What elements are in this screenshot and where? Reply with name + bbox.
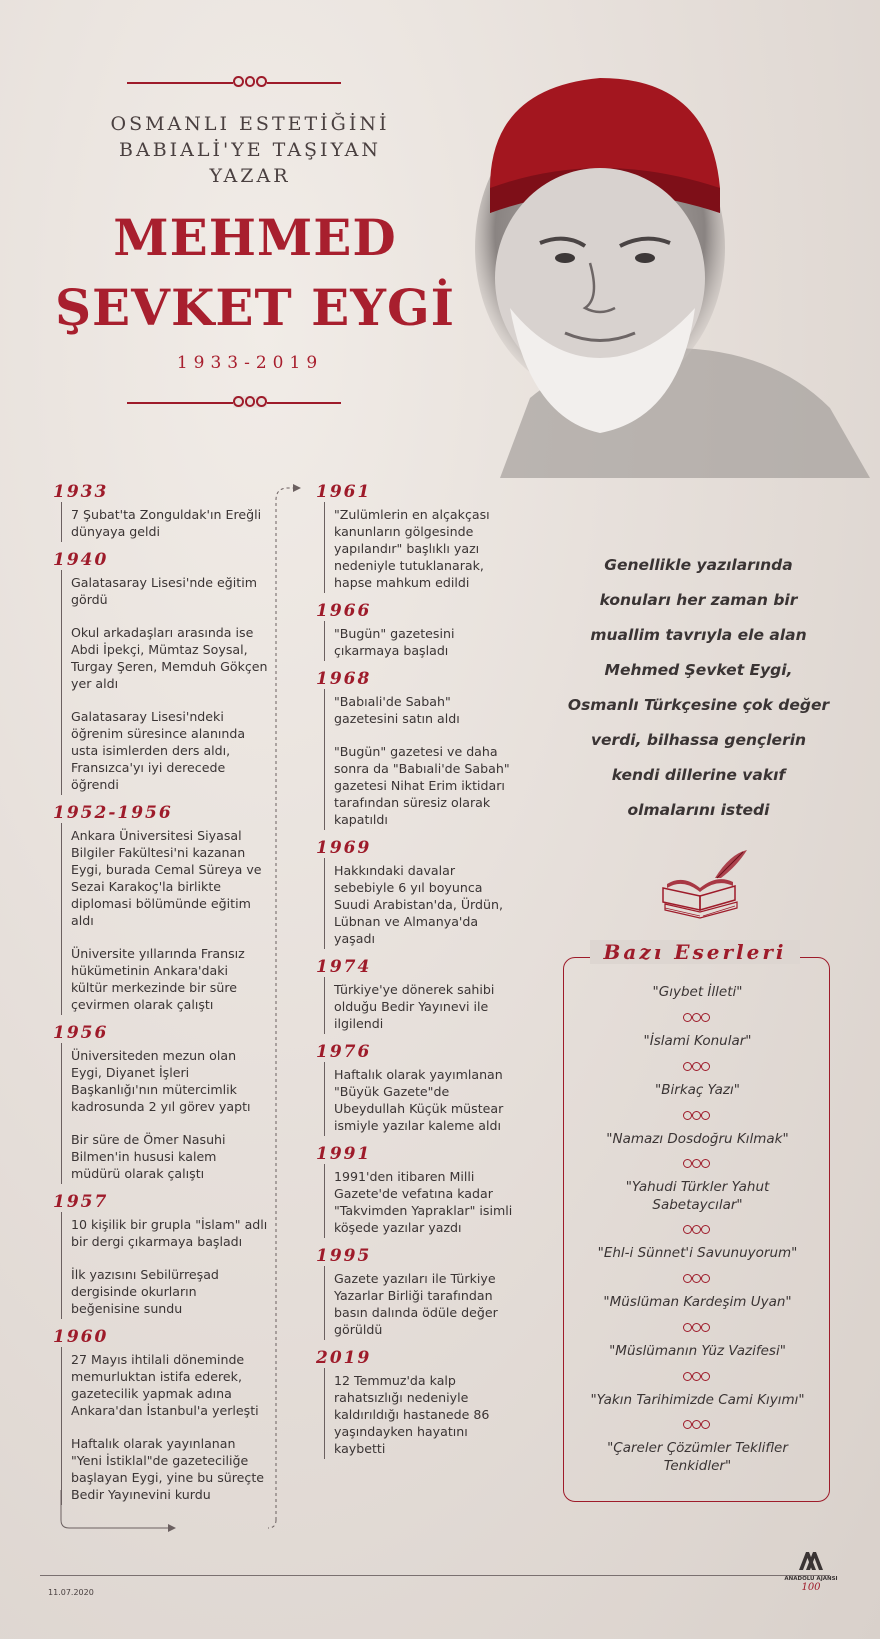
subtitle-line-2: BABIALİ'YE TAŞIYAN (119, 139, 381, 161)
timeline-entry-text: Üniversite yıllarında Fransız hükümetinin Ankara'daki kültür merkezinde bir süre çevirmen olarak çalıştı (71, 946, 245, 1012)
timeline-year: 1969 (316, 838, 372, 858)
work-item: "Namazı Dosdoğru Kılmak" (606, 1131, 789, 1147)
timeline-entry-body (324, 1368, 516, 1459)
agency-anniversary: 100 (801, 1582, 821, 1593)
timeline-connector (58, 480, 318, 1540)
timeline-entry-1976 (316, 1042, 516, 1136)
timeline-entry-text: Bir süre de Ömer Nasuhi Bilmen'in hususi kalem müdürü olarak çalıştı (71, 1132, 226, 1181)
timeline-entry-text: "Zulümlerin en alçakçası kanunların gölgesinde yapılandır" başlıklı yazı nedeniyle tutuklanarak, hapse mahkum edildi (334, 507, 490, 590)
timeline-year: 1976 (316, 1042, 372, 1062)
top-ornament-knot (233, 76, 267, 88)
timeline-entry-1974 (316, 957, 516, 1034)
timeline-year: 1995 (316, 1246, 372, 1266)
work-separator (683, 1062, 711, 1072)
page-title-first-name: MEHMED (113, 208, 397, 267)
work-item: "İslami Konular" (643, 1033, 752, 1049)
timeline-entry-body (324, 502, 516, 593)
timeline-entry-text: 1991'den itibaren Milli Gazete'de vefatına kadar "Takvimden Yapraklar" isimli köşede yazılar yazdı (334, 1169, 513, 1235)
timeline-entry-text: 27 Mayıs ihtilali döneminde memurluktan istifa ederek, gazetecilik yapmak adına Ankara'dan İstanbul'a yerleşti (71, 1352, 259, 1418)
timeline-entry-text: Galatasaray Lisesi'ndeki öğrenim süresince alanında usta isimlerden ders aldı, Fransızca'yı iyi derecede öğrendi (71, 709, 246, 792)
timeline-year: 1974 (316, 957, 372, 977)
timeline-year: 1961 (316, 482, 372, 502)
timeline-entry-text: Üniversiteden mezun olan Eygi, Diyanet İşleri Başkanlığı'nın mütercimlik kadrosunda 2 yıl görev yaptı (71, 1048, 251, 1114)
timeline-entry-body (324, 977, 516, 1034)
timeline-year: 1940 (53, 550, 109, 570)
portrait-illustration (470, 38, 870, 478)
work-separator (683, 1225, 711, 1235)
quote-line: kendi dillerine vakıf (611, 766, 786, 784)
timeline-entry-text: 7 Şubat'ta Zonguldak'ın Ereğli dünyaya geldi (71, 507, 262, 539)
book-quill-icon (655, 848, 750, 928)
timeline-entry-1995 (316, 1246, 516, 1340)
timeline-year: 1991 (316, 1144, 372, 1164)
timeline-entry-body (324, 1266, 516, 1340)
timeline-entry-1966 (316, 601, 516, 661)
timeline-right-column (316, 482, 516, 1459)
work-separator (683, 1420, 711, 1430)
timeline-entry-text: "Bugün" gazetesi ve daha sonra da "Babıali'de Sabah" gazetesi Nihat Erim iktidarı tarafından süresiz olarak kapatıldı (334, 744, 510, 827)
timeline-entry-text: Galatasaray Lisesi'nde eğitim gördü (71, 575, 257, 607)
timeline-entry-text: Ankara Üniversitesi Siyasal Bilgiler Fakültesi'ni kazanan Eygi, burada Cemal Süreya ve Sezai Karakoç'la birlikte diplomasi bölümünde eğitim aldı (71, 828, 262, 928)
agency-name: ANADOLU AJANSI (784, 1576, 838, 1582)
timeline-entry-body (324, 1164, 516, 1238)
timeline-entry-1961 (316, 482, 516, 593)
agency-logo-icon (797, 1550, 825, 1570)
work-item: "Müslümanın Yüz Vazifesi" (609, 1343, 786, 1359)
timeline-year: 1960 (53, 1327, 109, 1347)
timeline-entry-text: Haftalık olarak yayımlanan "Büyük Gazete"de Ubeydullah Küçük müstear ismiyle yazılar kaleme aldı (334, 1067, 504, 1133)
work-item: "Yakın Tarihimizde Cami Kıyımı" (590, 1392, 805, 1408)
quote-line: konuları her zaman bir (599, 591, 798, 609)
timeline-year: 1952-1956 (53, 803, 173, 823)
subtitle-line-3: YAZAR (209, 165, 291, 187)
subtitle-line-1: OSMANLI ESTETİĞİNİ (110, 113, 390, 135)
works-title: Bazı Eserleri (590, 940, 800, 964)
timeline-entry-text: 10 kişilik bir grupla "İslam" adlı bir dergi çıkarmaya başladı (71, 1217, 268, 1249)
timeline-entry-text: Okul arkadaşları arasında ise Abdi İpekçi, Mümtaz Soysal, Turgay Şeren, Memduh Gökçen yer aldı (71, 625, 268, 691)
timeline-year: 1968 (316, 669, 372, 689)
bottom-ornament-knot (233, 396, 267, 408)
biography-quote (566, 548, 831, 828)
timeline-entry-text: Türkiye'ye dönerek sahibi olduğu Bedir Yayınevi ile ilgilendi (334, 982, 495, 1031)
work-item: "Birkaç Yazı" (655, 1082, 740, 1098)
timeline-entry-text: Haftalık olarak yayınlanan "Yeni İstiklal"de gazeteciliğe başlayan Eygi, yine bu süreçte Bedir Yayınevini kurdu (71, 1436, 265, 1502)
timeline-year: 1957 (53, 1192, 109, 1212)
timeline-entry-text: Gazete yazıları ile Türkiye Yazarlar Birliği tarafından basın dalında ödüle değer görüldü (334, 1271, 498, 1337)
timeline-entry-body (324, 621, 516, 661)
work-separator (683, 1372, 711, 1382)
timeline-entry-text: "Bugün" gazetesini çıkarmaya başladı (334, 626, 455, 658)
work-item: "Müslüman Kardeşim Uyan" (603, 1294, 792, 1310)
work-item: "Gıybet İlleti" (652, 984, 743, 1000)
timeline-entry-text: Hakkındaki davalar sebebiyle 6 yıl boyunca Suudi Arabistan'da, Ürdün, Lübnan ve Almanya'da yaşadı (334, 863, 503, 946)
quote-line: verdi, bilhassa gençlerin (590, 731, 807, 749)
timeline-entry-1968 (316, 669, 516, 830)
timeline-entry-body (324, 689, 516, 830)
work-separator (683, 1111, 711, 1121)
work-item: "Yahudi Türkler Yahut Sabetaycılar" (625, 1179, 770, 1213)
work-item: "Ehl-i Sünnet'i Savunuyorum" (597, 1245, 798, 1261)
quote-line: Mehmed Şevket Eygi, (604, 661, 793, 679)
work-separator (683, 1323, 711, 1333)
timeline-entry-text: "Babıali'de Sabah" gazetesini satın aldı (334, 694, 460, 726)
work-separator (683, 1159, 711, 1169)
timeline-entry-2019 (316, 1348, 516, 1459)
timeline-entry-text: 12 Temmuz'da kalp rahatsızlığı nedeniyle kaldırıldığı hastanede 86 yaşındayken hayatını kaybetti (334, 1373, 490, 1456)
quote-line: muallim tavrıyla ele alan (590, 626, 807, 644)
timeline-year: 1966 (316, 601, 372, 621)
page-title-last-name: ŞEVKET EYGİ (54, 278, 456, 337)
timeline-entry-1969 (316, 838, 516, 949)
timeline-year: 2019 (316, 1348, 372, 1368)
quote-line: olmalarını istedi (627, 801, 770, 819)
quote-line: Genellikle yazılarında (604, 556, 793, 574)
timeline-year: 1956 (53, 1023, 109, 1043)
publish-date: 11.07.2020 (48, 1588, 94, 1597)
footer-divider (40, 1575, 830, 1576)
agency-logo (781, 1550, 841, 1593)
work-separator (683, 1274, 711, 1284)
timeline-entry-body (324, 1062, 516, 1136)
timeline-entry-text: İlk yazısını Sebilürreşad dergisinde okurların beğenisine sundu (71, 1267, 219, 1316)
timeline-entry-body (324, 858, 516, 949)
work-separator (683, 1013, 711, 1023)
work-item: "Çareler Çözümler Teklifler Tenkidler" (607, 1440, 788, 1474)
life-years: 1933-2019 (176, 353, 324, 373)
timeline-entry-1991 (316, 1144, 516, 1238)
timeline-year: 1933 (53, 482, 109, 502)
quote-line: Osmanlı Türkçesine çok değer (567, 696, 830, 714)
